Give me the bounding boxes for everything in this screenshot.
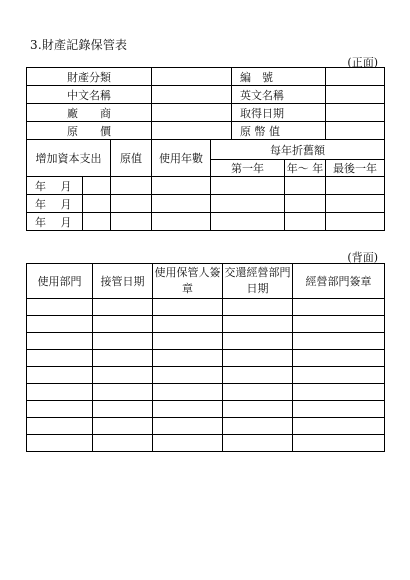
year-month-label: 年 月 <box>27 195 83 213</box>
entry-cell[interactable] <box>153 367 223 384</box>
entry-cell[interactable] <box>93 367 153 384</box>
field-label: 編 號 <box>232 68 326 86</box>
year-month-label: 年 月 <box>27 213 83 231</box>
custody-row <box>27 316 385 333</box>
entry-cell[interactable] <box>223 435 293 452</box>
entry-cell[interactable] <box>293 350 385 367</box>
month-row <box>27 213 385 231</box>
capital-expenditure-header: 增加資本支出 <box>27 140 111 177</box>
entry-cell[interactable] <box>223 316 293 333</box>
entry-cell[interactable] <box>293 418 385 435</box>
first-year-header: 第一年 <box>211 160 285 177</box>
entry-cell[interactable] <box>93 418 153 435</box>
custody-row <box>27 418 385 435</box>
custody-header-row <box>27 264 385 299</box>
field-value[interactable] <box>326 68 385 86</box>
entry-cell[interactable] <box>152 177 211 195</box>
entry-cell[interactable] <box>27 350 93 367</box>
entry-cell[interactable] <box>93 384 153 401</box>
field-value[interactable] <box>326 122 385 140</box>
entry-cell[interactable] <box>293 401 385 418</box>
entry-cell[interactable] <box>293 384 385 401</box>
entry-cell[interactable] <box>27 435 93 452</box>
entry-cell[interactable] <box>152 195 211 213</box>
entry-cell[interactable] <box>93 333 153 350</box>
entry-cell[interactable] <box>111 195 152 213</box>
entry-cell[interactable] <box>223 401 293 418</box>
entry-cell[interactable] <box>83 195 111 213</box>
years-used-header: 使用年數 <box>152 140 211 177</box>
field-label: 取得日期 <box>232 104 326 122</box>
field-value[interactable] <box>152 104 232 122</box>
field-value[interactable] <box>326 104 385 122</box>
entry-cell[interactable] <box>153 401 223 418</box>
field-label: 原 價 <box>27 122 152 140</box>
entry-cell[interactable] <box>93 299 153 316</box>
entry-cell[interactable] <box>27 367 93 384</box>
field-label: 中文名稱 <box>27 86 152 104</box>
entry-cell[interactable] <box>223 350 293 367</box>
entry-cell[interactable] <box>152 213 211 231</box>
entry-cell[interactable] <box>293 367 385 384</box>
month-row <box>27 195 385 213</box>
entry-cell[interactable] <box>326 195 385 213</box>
year-range-header: 年～ 年 <box>285 160 326 177</box>
entry-cell[interactable] <box>293 333 385 350</box>
custody-row <box>27 367 385 384</box>
takeover-date-header: 接管日期 <box>93 264 153 299</box>
entry-cell[interactable] <box>285 195 326 213</box>
field-value[interactable] <box>152 68 232 86</box>
entry-cell[interactable] <box>27 418 93 435</box>
custody-row <box>27 435 385 452</box>
field-label: 廠 商 <box>27 104 152 122</box>
back-custody-table <box>26 263 385 452</box>
custody-row <box>27 333 385 350</box>
entry-cell[interactable] <box>93 316 153 333</box>
entry-cell[interactable] <box>293 299 385 316</box>
entry-cell[interactable] <box>293 316 385 333</box>
depreciation-header-row <box>27 140 385 160</box>
entry-cell[interactable] <box>326 177 385 195</box>
entry-cell[interactable] <box>211 195 285 213</box>
page-title: 3.財產記錄保管表 <box>30 38 128 52</box>
entry-cell[interactable] <box>153 333 223 350</box>
entry-cell[interactable] <box>27 299 93 316</box>
info-row <box>27 86 385 104</box>
entry-cell[interactable] <box>153 299 223 316</box>
entry-cell[interactable] <box>93 435 153 452</box>
entry-cell[interactable] <box>27 401 93 418</box>
entry-cell[interactable] <box>211 177 285 195</box>
last-year-header: 最後一年 <box>326 160 385 177</box>
field-label: 財產分類 <box>27 68 152 86</box>
entry-cell[interactable] <box>153 435 223 452</box>
custody-row <box>27 350 385 367</box>
field-value[interactable] <box>152 122 232 140</box>
entry-cell[interactable] <box>153 384 223 401</box>
entry-cell[interactable] <box>293 435 385 452</box>
custody-row <box>27 401 385 418</box>
original-value-header: 原值 <box>111 140 152 177</box>
entry-cell[interactable] <box>153 316 223 333</box>
field-value[interactable] <box>326 86 385 104</box>
entry-cell[interactable] <box>153 418 223 435</box>
front-record-table <box>26 67 385 231</box>
entry-cell[interactable] <box>27 384 93 401</box>
entry-cell[interactable] <box>83 213 111 231</box>
return-date-header: 交還經營部門日期 <box>223 264 293 299</box>
entry-cell[interactable] <box>285 213 326 231</box>
field-value[interactable] <box>152 86 232 104</box>
entry-cell[interactable] <box>111 177 152 195</box>
entry-cell[interactable] <box>223 333 293 350</box>
info-row <box>27 68 385 86</box>
entry-cell[interactable] <box>223 384 293 401</box>
field-label: 原 幣 值 <box>232 122 326 140</box>
entry-cell[interactable] <box>93 401 153 418</box>
info-row <box>27 122 385 140</box>
keeper-signature-header: 使用保管人簽章 <box>153 264 223 299</box>
custody-row <box>27 299 385 316</box>
custody-row <box>27 384 385 401</box>
info-row <box>27 104 385 122</box>
entry-cell[interactable] <box>83 177 111 195</box>
entry-cell[interactable] <box>326 213 385 231</box>
entry-cell[interactable] <box>211 213 285 231</box>
field-label: 英文名稱 <box>232 86 326 104</box>
back-side-label: (背面) <box>347 251 378 264</box>
entry-cell[interactable] <box>285 177 326 195</box>
entry-cell[interactable] <box>223 299 293 316</box>
entry-cell[interactable] <box>223 367 293 384</box>
using-dept-header: 使用部門 <box>27 264 93 299</box>
front-side-label: (正面) <box>347 56 378 69</box>
entry-cell[interactable] <box>223 418 293 435</box>
entry-cell[interactable] <box>153 350 223 367</box>
entry-cell[interactable] <box>27 316 93 333</box>
year-month-label: 年 月 <box>27 177 83 195</box>
annual-depreciation-header: 每年折舊額 <box>211 140 385 160</box>
entry-cell[interactable] <box>111 213 152 231</box>
month-row <box>27 177 385 195</box>
dept-signature-header: 經營部門簽章 <box>293 264 385 299</box>
entry-cell[interactable] <box>27 333 93 350</box>
entry-cell[interactable] <box>93 350 153 367</box>
